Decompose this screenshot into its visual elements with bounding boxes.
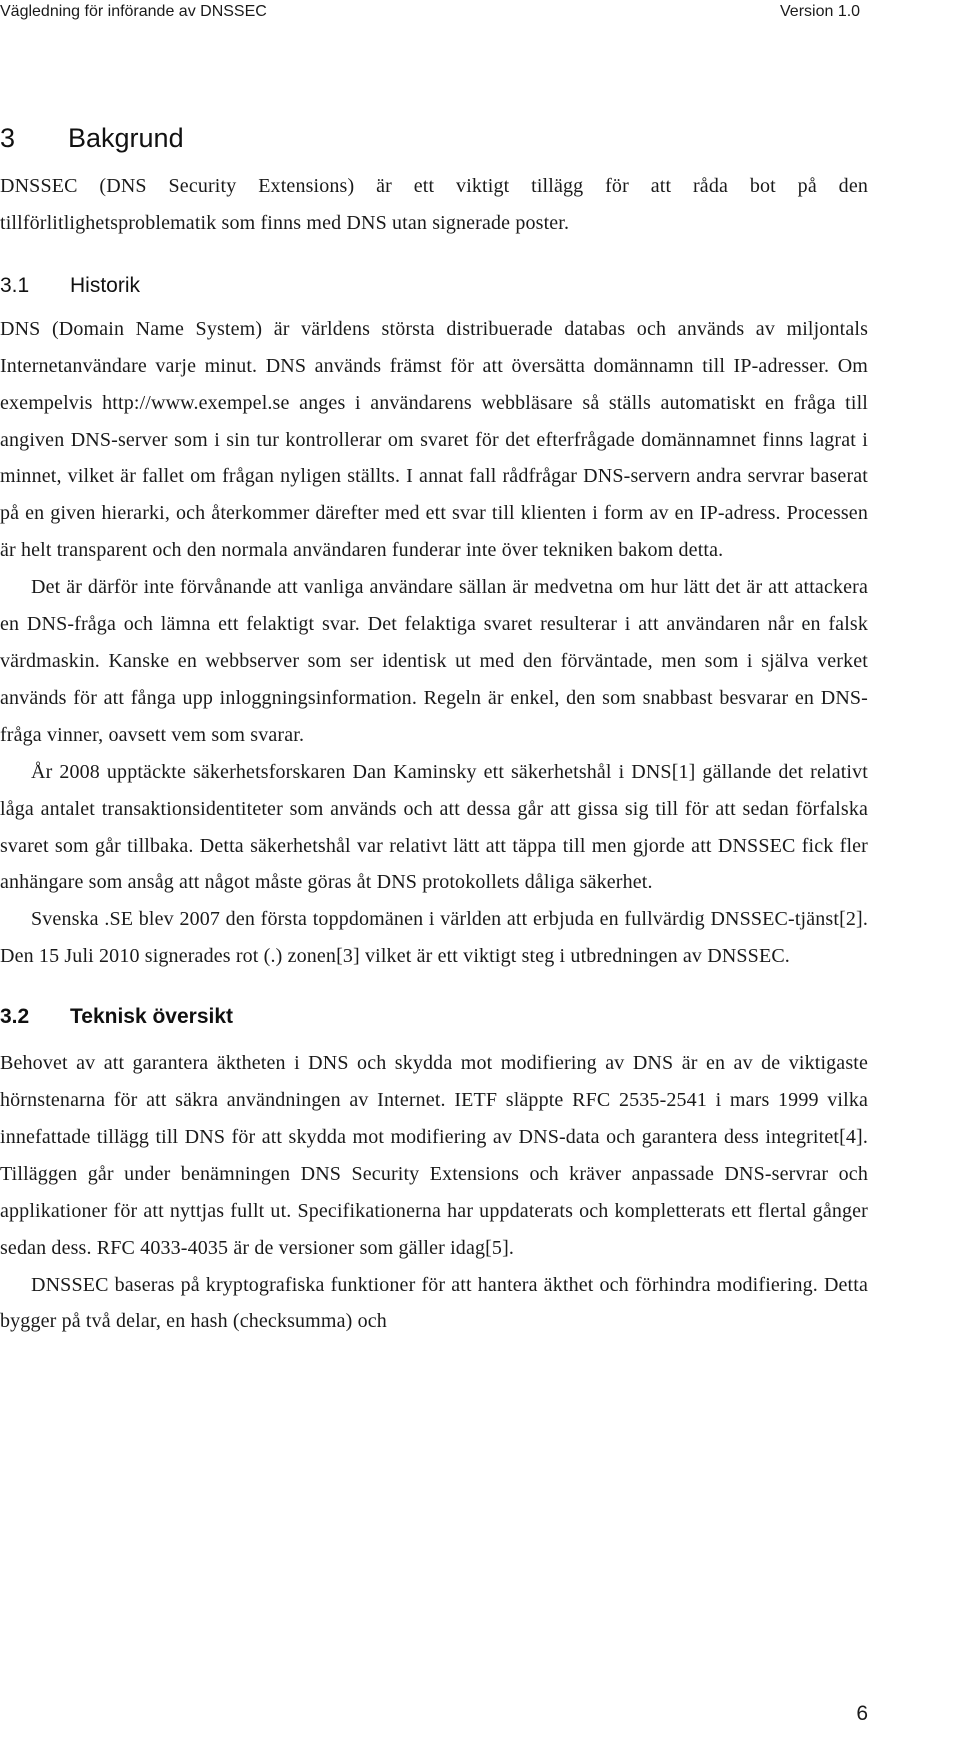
paragraph-bakgrund: DNSSEC (DNS Security Extensions) är ett viktigt tillägg för att råda bot på den tillförlitlighetsproblematik som finns med DNS utan signerade poster. — [0, 175, 868, 234]
section-heading-bakgrund — [0, 120, 868, 162]
section-title: Historik — [70, 273, 141, 297]
header-document-title: Vägledning för införande av DNSSEC — [0, 3, 267, 20]
section-title: Bakgrund — [68, 123, 184, 153]
section-number: 3.1 — [0, 273, 30, 297]
paragraph-historik-4: Svenska .SE blev 2007 den första toppdomänen i världen att erbjuda en fullvärdig DNSSEC-tjänst[2]. Den 15 Juli 2010 signerades rot (.) zonen[3] vilket är ett viktigt steg i utbredningen av DNSSEC. — [0, 908, 868, 968]
header-version: Version 1.0 — [780, 3, 861, 20]
paragraph-teknisk-2: DNSSEC baseras på kryptografiska funktioner för att hantera äkthet och förhindra modifiering. Detta bygger på två delar, en hash (checksumma) och — [0, 1273, 868, 1333]
paragraph-historik-3: År 2008 upptäckte säkerhetsforskaren Dan Kaminsky ett säkerhetshål i DNS[1] gällande det relativt låga antalet transaktionsidentiteter som används och att dessa går att gissa sig till för att sedan förfalska svaret som går tillbaka. Detta säkerhetshål var relativt lätt att täppa till men gjorde att DNSSEC fick fler anhängare som ansåg att något måste göras åt DNS protokollets dåliga säkerhet. — [0, 760, 868, 894]
section-number: 3 — [0, 123, 16, 153]
document-body — [0, 120, 868, 1340]
section-number: 3.2 — [0, 1005, 30, 1029]
section-heading-teknisk-oversikt — [0, 1003, 868, 1033]
page-number: 6 — [856, 1702, 868, 1725]
paragraph-historik-2: Det är därför inte förvånande att vanliga användare sällan är medvetna om hur lätt det är att attackera en DNS-fråga och lämna ett felaktigt svar. Det felaktiga svaret resulterar i att användaren når en falsk värdmaskin. Kanske en webbserver som ser identisk ut med den förväntade, men som i själva verket används för att fånga upp inloggningsinformation. Regeln är enkel, den som snabbast besvarar en DNS-fråga vinner, oavsett vem som svarar. — [0, 576, 868, 746]
paragraph-historik-1: DNS (Domain Name System) är världens största distribuerade databas och används av miljontals Internetanvändare varje minut. DNS används främst för att översätta domännamn till IP-adresser. Om exempelvis http://www.exempel.se anges i användarens webbläsare så ställs automatiskt en fråga till angiven DNS-server som i sin tur kontrollerar om svaret för det efterfrågade domännamnet finns lagrat i minnet, vilket är fallet om frågan nyligen ställts. I annat fall rådfrågar DNS-servern andra servrar baserat på en given hierarki, och återkommer därefter med ett svar till klienten i form av en IP-adress. Processen är helt transparent och den normala användaren funderar inte över tekniken bakom detta. — [0, 317, 868, 562]
section-title: Teknisk översikt — [70, 1005, 234, 1029]
section-heading-historik — [0, 272, 868, 302]
paragraph-teknisk-1: Behovet av att garantera äktheten i DNS och skydda mot modifiering av DNS är en av de viktigaste hörnstenarna för att säkra användningen av Internet. IETF släppte RFC 2535-2541 i mars 1999 vilka innefattade tillägg till DNS för att skydda mot modifiering av DNS-data och garantera dess integritet[4]. Tilläggen går under benämningen DNS Security Extensions och kräver anpassade DNS-servrar och applikationer för att nyttjas fullt ut. Specifikationerna har uppdaterats och kompletterats ett flertal gånger sedan dess. RFC 4033-4035 är de versioner som gäller idag[5]. — [0, 1052, 868, 1259]
running-header — [0, 0, 868, 30]
